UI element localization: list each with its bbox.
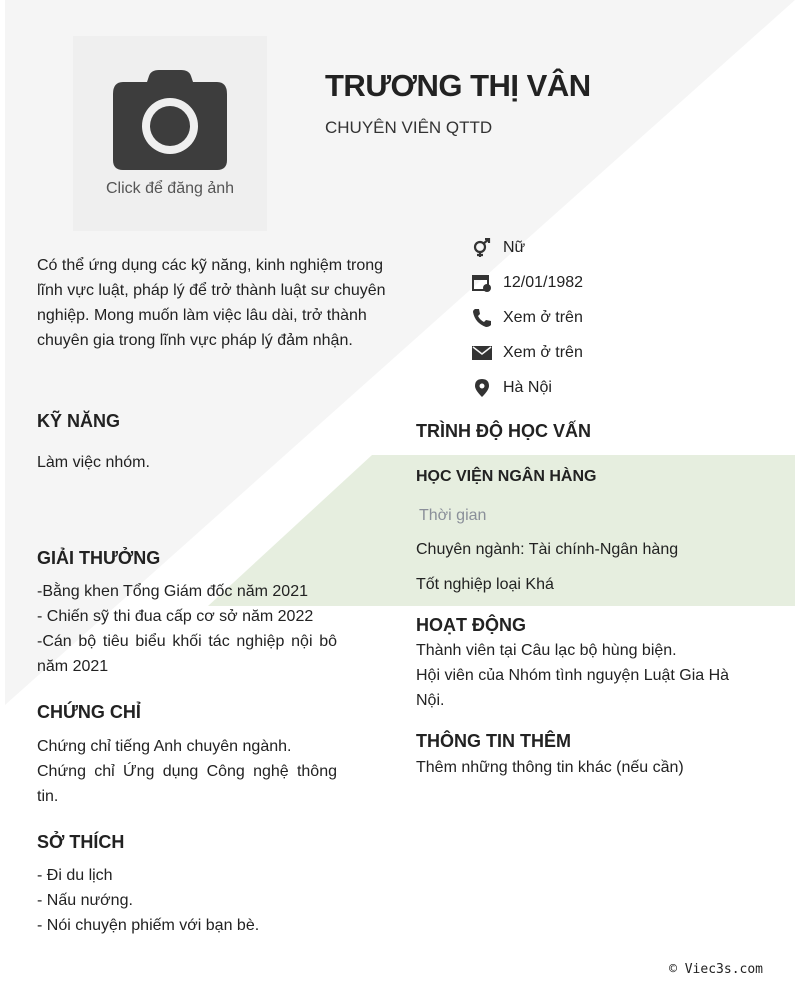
- photo-upload-label: Click để đăng ảnh: [105, 179, 235, 197]
- activity-item: Thành viên tại Câu lạc bộ hùng biện.: [416, 642, 677, 659]
- info-phone: [472, 300, 583, 335]
- education-heading: TRÌNH ĐỘ HỌC VẤN: [416, 421, 591, 441]
- awards-list: [37, 579, 337, 679]
- hobby-item: - Nấu nướng.: [37, 892, 133, 909]
- skills-text: Làm việc nhóm.: [37, 454, 150, 471]
- extra-info-text: Thêm những thông tin khác (nếu cần): [416, 759, 684, 776]
- info-address: [472, 370, 583, 405]
- email-value: Xem ở trên: [503, 343, 583, 361]
- personal-info: [472, 230, 583, 405]
- activities-heading: HOẠT ĐỘNG: [416, 615, 526, 635]
- gender-icon: [472, 238, 492, 258]
- award-item: - Chiến sỹ thi đua cấp cơ sở năm 2022: [37, 608, 314, 625]
- skills-heading: KỸ NĂNG: [37, 411, 121, 431]
- hobby-item: - Nói chuyện phiếm với bạn bè.: [37, 917, 260, 934]
- calendar-icon: [472, 273, 492, 293]
- hobbies-heading: SỞ THÍCH: [37, 832, 125, 852]
- education-major: Chuyên ngành: Tài chính-Ngân hàng: [416, 541, 679, 558]
- activity-item: Hội viên của Nhóm tình nguyện Luật Gia Hà Nội.: [416, 667, 730, 709]
- candidate-name: TRƯƠNG THỊ VÂN: [325, 68, 591, 103]
- hobbies-list: [37, 863, 259, 938]
- certificates-heading: CHỨNG CHỈ: [37, 702, 141, 722]
- extra-info-heading: THÔNG TIN THÊM: [416, 731, 571, 751]
- school-name: HỌC VIỆN NGÂN HÀNG: [416, 468, 597, 485]
- job-title: CHUYÊN VIÊN QTTD: [325, 118, 493, 137]
- address-value: Hà Nội: [503, 378, 552, 396]
- award-item: -Bằng khen Tổng Giám đốc năm 2021: [37, 583, 308, 600]
- birthday-value: 12/01/1982: [503, 273, 584, 291]
- camera-icon: [111, 70, 229, 172]
- certificate-item: Chứng chỉ tiếng Anh chuyên ngành.: [37, 738, 292, 755]
- info-email: [472, 335, 583, 370]
- career-objective: Có thể ứng dụng các kỹ năng, kinh nghiệm trong lĩnh vực luật, pháp lý để trở thành luật sư chuyên nghiệp. Mong muốn làm việc lâu dài, trở thành chuyên gia trong lĩnh vực pháp lý đảm nhận.: [37, 257, 386, 349]
- phone-icon: [472, 308, 492, 328]
- certificate-item: Chứng chỉ Ứng dụng Công nghệ thông tin.: [37, 763, 337, 805]
- gender-value: Nữ: [503, 238, 526, 256]
- info-birthday: [472, 265, 583, 300]
- award-item: -Cán bộ tiêu biểu khối tác nghiệp nội bô năm 2021: [37, 633, 337, 675]
- education-grade: Tốt nghiệp loại Khá: [416, 576, 554, 593]
- phone-value: Xem ở trên: [503, 308, 583, 326]
- envelope-icon: [472, 343, 492, 363]
- hobby-item: - Đi du lịch: [37, 867, 113, 884]
- photo-upload[interactable]: [73, 36, 267, 231]
- footer-watermark: © Viec3s.com: [669, 962, 763, 977]
- activities-list: [416, 638, 761, 713]
- education-time: Thời gian: [419, 507, 487, 524]
- awards-heading: GIẢI THƯỞNG: [37, 548, 161, 568]
- certificates-list: [37, 734, 337, 809]
- map-pin-icon: [472, 378, 492, 398]
- info-gender: [472, 230, 583, 265]
